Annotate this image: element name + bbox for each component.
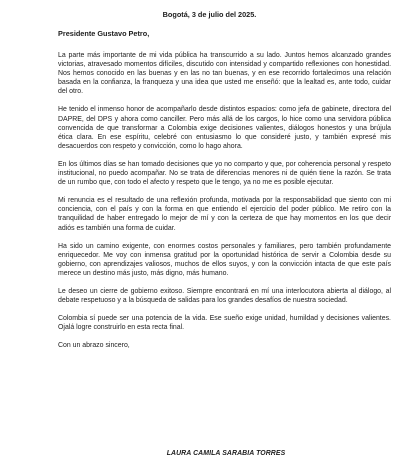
paragraph-5: Ha sido un camino exigente, con enormes costos personales y familiares, pero también profundamente enriquecedor. Me voy con inmensa gratitud por la oportunidad histórica de servir a Colombia desde su gobierno, con aprendizajes valiosos, muchos de ellos suyos, y con la convicción intacta de que este país merece un destino más justo, más digno, más humano.: [58, 242, 391, 277]
letter-closing: Con un abrazo sincero,: [58, 342, 130, 350]
paragraph-2: He tenido el inmenso honor de acompañarlo desde distintos espacios: como jefa de gabinete, directora del DAPRE, del DPS y ahora como canciller. Pero más allá de los cargos, lo hice como una servidora pública convencida de que transformar a Colombia exige decisiones valientes, diálogos honestos y una brújula ética clara. En ese espíritu, celebré con entusiasmo lo que consideré justo, y también expresé mis desacuerdos con respeto y convicción, como lo hago ahora.: [58, 106, 391, 150]
signature-name: LAURA CAMILA SARABIA TORRES: [166, 450, 286, 457]
paragraph-6: Le deseo un cierre de gobierno exitoso. Siempre encontrará en mí una interlocutora abierta al diálogo, al debate respetuoso y a la búsqueda de salidas para los grandes desafíos de nuestra sociedad.: [58, 287, 391, 305]
paragraph-1: La parte más importante de mi vida pública ha transcurrido a su lado. Juntos hemos alcanzado grandes victorias, atravesado momentos difíciles, discutido con intensidad y compartido reflexiones con honestidad. Nos hemos conocido en las buenas y en las no tan buenas, y en ese recorrido fortalecimos una relación basada en la confianza, la franqueza y una idea que usted me enseñó: que la lealtad es, ante todo, cuidar del otro.: [58, 52, 391, 96]
letter-salutation: Presidente Gustavo Petro,: [58, 29, 150, 38]
paragraph-4: Mi renuncia es el resultado de una reflexión profunda, motivada por la responsabilidad que siento con mi conciencia, con el país y con la forma en que entiendo el ejercicio del poder público. Me retiro con la tranquilidad de haber entregado lo mejor de mí y con la certeza de que hay momentos en los que decir adiós es también una forma de cuidar.: [58, 197, 391, 232]
letter-date: Bogotá, 3 de julio del 2025.: [162, 10, 257, 19]
paragraph-3: En los últimos días se han tomado decisiones que yo no comparto y que, por coherencia personal y respeto institucional, no puedo acompañar. No se trata de diferencias menores ni de quién tiene la razón. Se trata de un rumbo que, con todo el afecto y respeto que le tengo, ya no me es posible ejecutar.: [58, 160, 391, 187]
paragraph-7: Colombia sí puede ser una potencia de la vida. Ese sueño exige unidad, humildad y decisiones valientes. Ojalá logre construirlo en esta recta final.: [58, 315, 391, 332]
